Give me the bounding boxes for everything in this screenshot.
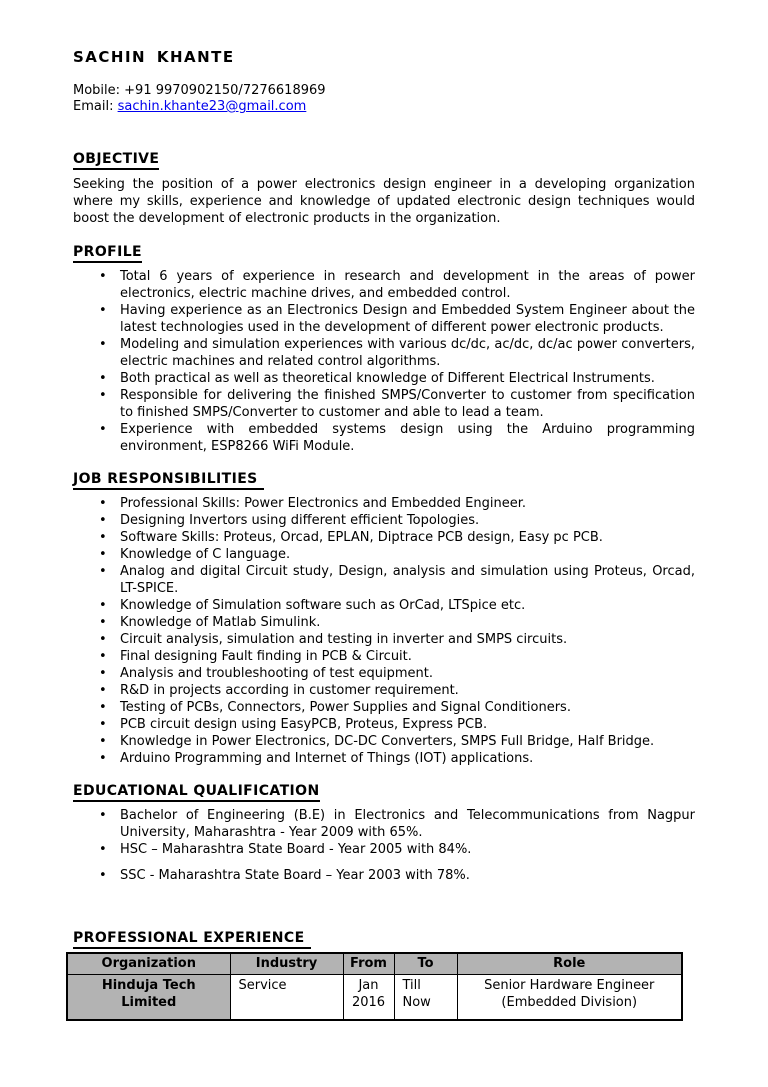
experience-table-header-row (67, 953, 682, 975)
education-item: • HSC – Maharashtra State Board - Year 2005 with 84%. (73, 841, 695, 858)
column-header-organization: Organization (67, 953, 230, 975)
from-cell: Jan 2016 (343, 975, 394, 1020)
profile-heading: PROFILE (73, 244, 695, 263)
job-responsibility-item: • Knowledge of C language. (73, 546, 695, 563)
profile-item: • Both practical as well as theoretical knowledge of Different Electrical Instruments. (73, 370, 695, 387)
email-label: Email: (73, 99, 118, 114)
profile-list (73, 268, 695, 455)
job-responsibility-item: • Analog and digital Circuit study, Design, analysis and simulation using Proteus, Orcad, LT-SPICE. (73, 563, 695, 597)
job-responsibility-item: • Designing Invertors using different efficient Topologies. (73, 512, 695, 529)
job-responsibility-item: • Arduino Programming and Internet of Things (IOT) applications. (73, 750, 695, 767)
job-responsibility-item: • PCB circuit design using EasyPCB, Proteus, Express PCB. (73, 716, 695, 733)
profile-item: • Having experience as an Electronics Design and Embedded System Engineer about the latest technologies used in the development of different power electronic products. (73, 302, 695, 336)
job-responsibility-item: • Knowledge in Power Electronics, DC-DC Converters, SMPS Full Bridge, Half Bridge. (73, 733, 695, 750)
job-responsibilities-heading: JOB RESPONSIBILITIES (73, 471, 695, 490)
profile-item: • Total 6 years of experience in research and development in the areas of power electronics, electric machine drives, and embedded control. (73, 268, 695, 302)
experience-heading: PROFESSIONAL EXPERIENCE (73, 930, 695, 949)
profile-item: • Responsible for delivering the finished SMPS/Converter to customer from specification to finished SMPS/Converter to customer and able to lead a team. (73, 387, 695, 421)
objective-text: Seeking the position of a power electronics design engineer in a developing organization where my skills, experience and knowledge of updated electronic design techniques would boost the development of electronic products in the organization. (73, 177, 695, 226)
job-responsibility-item: • Final designing Fault finding in PCB & Circuit. (73, 648, 695, 665)
job-responsibility-item: • Software Skills: Proteus, Orcad, EPLAN, Diptrace PCB design, Easy pc PCB. (73, 529, 695, 546)
column-header-role: Role (457, 953, 682, 975)
column-header-from: From (343, 953, 394, 975)
objective-heading: OBJECTIVE (73, 151, 695, 170)
email-link[interactable]: sachin.khante23@gmail.com (117, 99, 307, 114)
email-line (73, 99, 695, 115)
job-responsibility-item: • Knowledge of Matlab Simulink. (73, 614, 695, 631)
column-header-industry: Industry (230, 953, 343, 975)
job-responsibility-item: • Testing of PCBs, Connectors, Power Supplies and Signal Conditioners. (73, 699, 695, 716)
education-item: • SSC - Maharashtra State Board – Year 2003 with 78%. (73, 867, 695, 884)
education-heading: EDUCATIONAL QUALIFICATION (73, 783, 695, 802)
profile-item: • Experience with embedded systems design using the Arduino programming environment, ESP8266 WiFi Module. (73, 421, 695, 455)
job-responsibility-item: • Circuit analysis, simulation and testing in inverter and SMPS circuits. (73, 631, 695, 648)
job-responsibility-item: • Professional Skills: Power Electronics and Embedded Engineer. (73, 495, 695, 512)
job-responsibility-item: • R&D in projects according in customer requirement. (73, 682, 695, 699)
person-name: SACHIN KHANTE (73, 48, 235, 66)
job-responsibility-item: • Analysis and troubleshooting of test equipment. (73, 665, 695, 682)
role-cell: Senior Hardware Engineer (Embedded Division) (457, 975, 682, 1020)
education-list (73, 807, 695, 884)
mobile-line: Mobile: +91 9970902150/7276618969 (73, 83, 326, 98)
profile-item: • Modeling and simulation experiences with various dc/dc, ac/dc, dc/ac power converters, electric machines and related control algorithms. (73, 336, 695, 370)
experience-table-row (67, 975, 682, 1020)
industry-cell: Service (230, 975, 343, 1020)
organization-cell: Hinduja Tech Limited (67, 975, 230, 1020)
job-responsibility-item: • Knowledge of Simulation software such as OrCad, LTSpice etc. (73, 597, 695, 614)
column-header-to: To (394, 953, 457, 975)
to-cell: Till Now (394, 975, 457, 1020)
education-item: • Bachelor of Engineering (B.E) in Electronics and Telecommunications from Nagpur University, Maharashtra - Year 2009 with 65%. (73, 807, 695, 841)
experience-table (66, 952, 683, 1021)
job-responsibilities-list (73, 495, 695, 767)
